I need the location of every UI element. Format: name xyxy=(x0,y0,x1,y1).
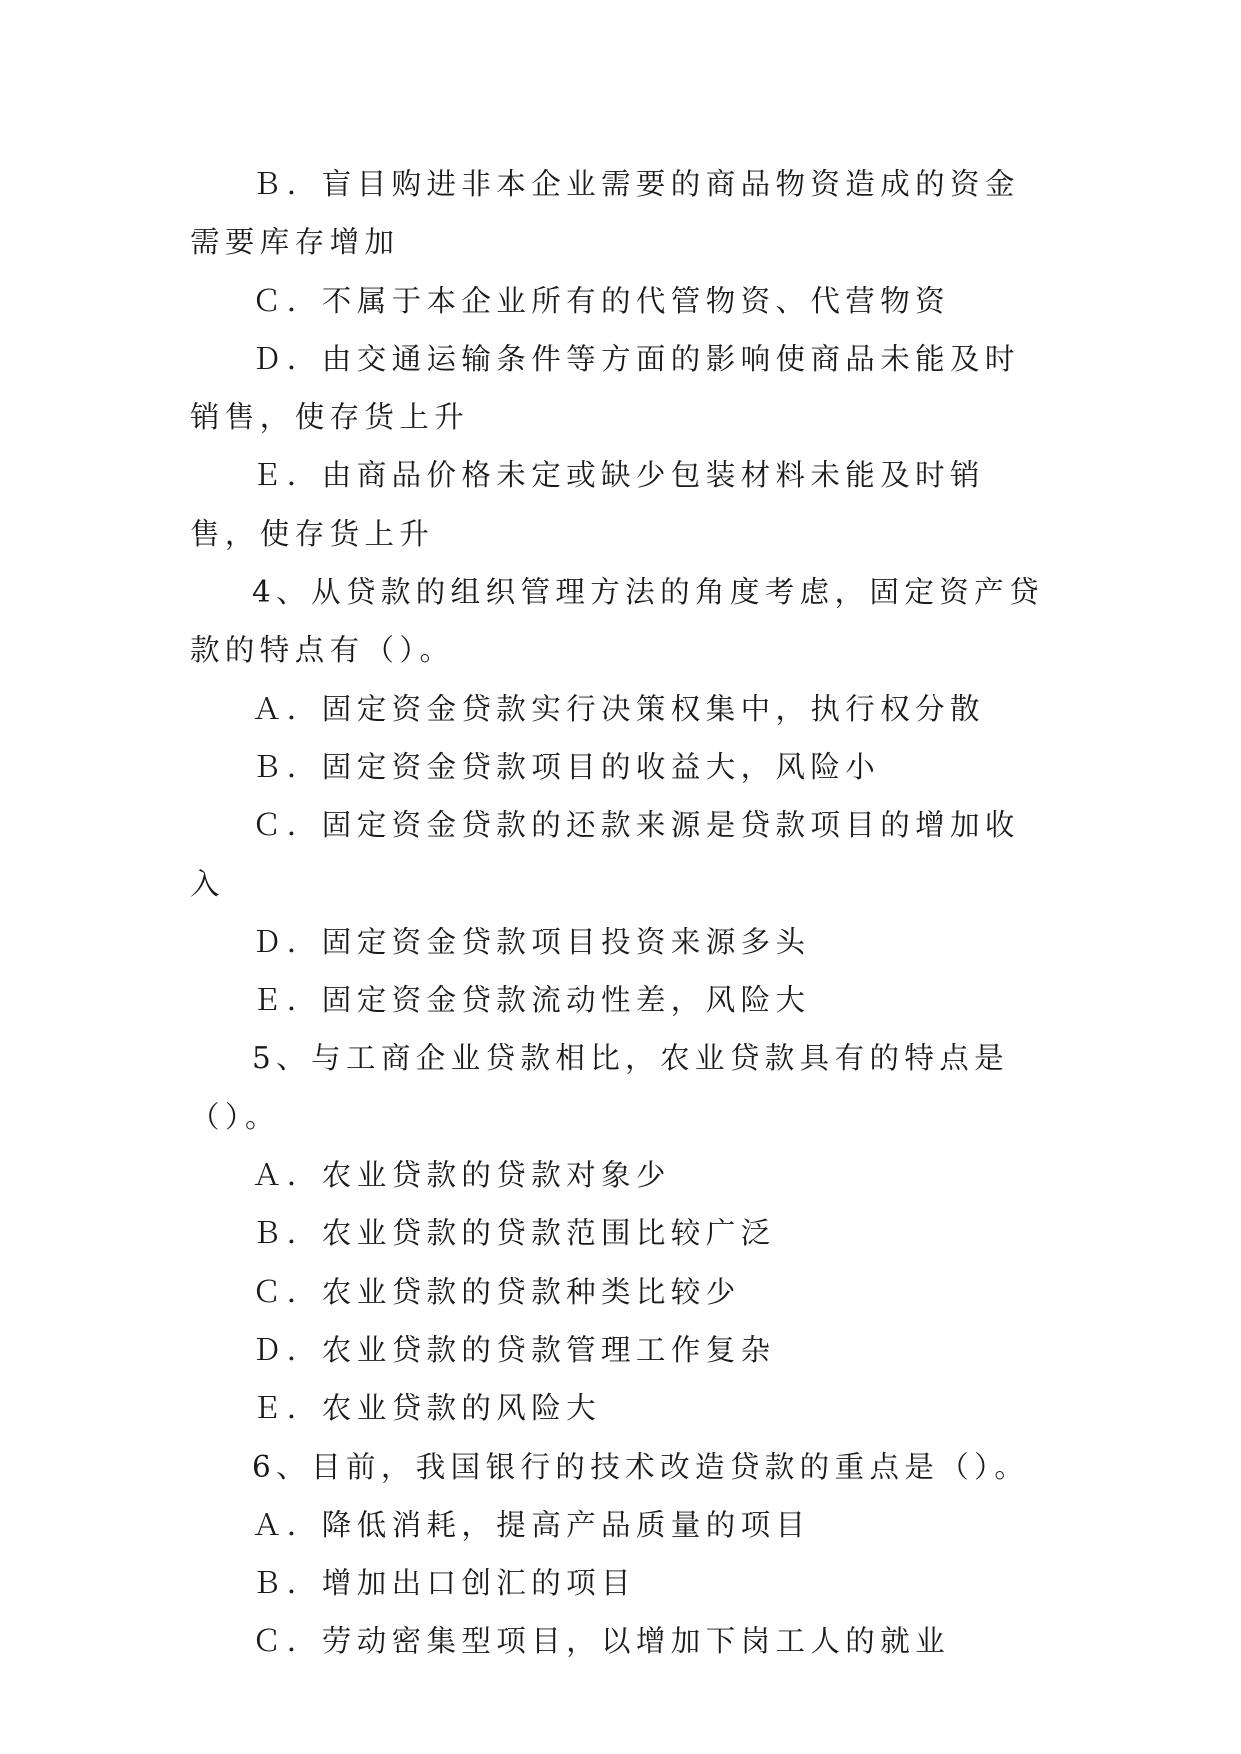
option-d-transport-conditions: Ｄ．由交通运输条件等方面的影响使商品未能及时销售，使存货上升 xyxy=(190,341,1020,435)
q5-option-e: Ｅ．农业贷款的风险大 xyxy=(252,1391,602,1426)
question-5: 5、与工商企业贷款相比，农业贷款具有的特点是（）。 xyxy=(190,1041,1010,1134)
q5-option-d: Ｄ．农业贷款的贷款管理工作复杂 xyxy=(252,1332,776,1367)
question-4: 4、从贷款的组织管理方法的角度考虑，固定资产贷款的特点有（）。 xyxy=(190,575,1044,668)
document-body xyxy=(190,155,1050,1671)
q5-option-b: Ｂ．农业贷款的贷款范围比较广泛 xyxy=(252,1216,776,1251)
q4-option-c: Ｃ．固定资金贷款的还款来源是贷款项目的增加收入 xyxy=(190,808,1020,901)
q4-option-b: Ｂ．固定资金贷款项目的收益大，风险小 xyxy=(252,749,881,784)
option-e-price-undetermined: Ｅ．由商品价格未定或缺少包装材料未能及时销售，使存货上升 xyxy=(190,458,985,551)
q6-option-a: Ａ．降低消耗，提高产品质量的项目 xyxy=(252,1507,811,1542)
q4-option-d: Ｄ．固定资金贷款项目投资来源多头 xyxy=(252,924,811,959)
q4-option-e: Ｅ．固定资金贷款流动性差，风险大 xyxy=(252,983,811,1018)
q6-option-b: Ｂ．增加出口创汇的项目 xyxy=(252,1566,636,1601)
q5-option-a: Ａ．农业贷款的贷款对象少 xyxy=(252,1158,671,1193)
option-c-consigned-goods: Ｃ．不属于本企业所有的代管物资、代营物资 xyxy=(252,283,951,318)
question-6: 6、目前，我国银行的技术改造贷款的重点是（）。 xyxy=(252,1449,1030,1484)
q5-option-c: Ｃ．农业贷款的贷款种类比较少 xyxy=(252,1274,741,1309)
option-b-blind-purchase: Ｂ．盲目购进非本企业需要的商品物资造成的资金需要库存增加 xyxy=(190,167,1020,260)
q6-option-c: Ｃ．劳动密集型项目，以增加下岗工人的就业 xyxy=(252,1624,951,1659)
q4-option-a: Ａ．固定资金贷款实行决策权集中，执行权分散 xyxy=(252,691,985,726)
